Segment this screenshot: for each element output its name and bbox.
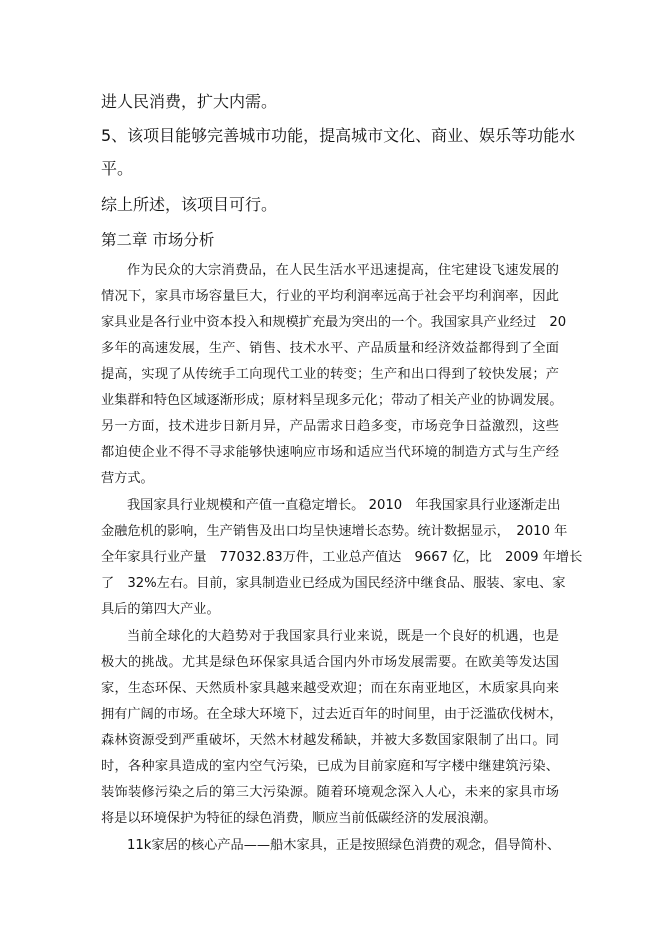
paragraph-line: 11k家居的核心产品——船木家具，正是按照绿色消费的观念，倡导简朴、	[127, 838, 561, 853]
paragraph-line: 全年家具行业产量 77032.83万件，工业总产值达 9667 亿，比 2009 年增长	[101, 550, 583, 565]
paragraph-line: 当前全球化的大趋势对于我国家具行业来说，既是一个良好的机遇，也是	[127, 629, 559, 644]
intro-line: 综上所述，该项目可行。	[101, 195, 278, 214]
paragraph-line: 作为民众的大宗消费品，在人民生活水平迅速提高，住宅建设飞速发展的	[127, 263, 559, 278]
paragraph-line: 拥有广阔的市场。在全球大环境下，过去近百年的时间里，由于泛滥砍伐树木，	[101, 707, 563, 722]
paragraph-line: 业集群和特色区域逐渐形成；原材料呈现多元化；带动了相关产业的协调发展。	[101, 393, 563, 408]
paragraph-line: 金融危机的影响，生产销售及出口均呈快速增长态势。统计数据显示， 2010 年	[101, 524, 568, 539]
paragraph-line: 营方式。	[101, 471, 154, 486]
intro-line: 5、该项目能够完善城市功能，提高城市文化、商业、娱乐等功能水	[101, 126, 576, 145]
paragraph-line: 另一方面，技术进步日新月异，产品需求日趋多变，市场竞争日益激烈，这些	[101, 419, 559, 434]
paragraph-line: 家，生态环保、天然质朴家具越来越受欢迎；而在东南亚地区，木质家具向来	[101, 681, 559, 696]
paragraph-line: 家具业是各行业中资本投入和规模扩充最为突出的一个。我国家具产业经过 20	[101, 315, 567, 330]
paragraph-line: 我国家具行业规模和产值一直稳定增长。 2010 年我国家具行业逐渐走出	[127, 498, 561, 513]
paragraph-line: 森林资源受到严重破坏，天然木材越发稀缺，并被大多数国家限制了出口。同	[101, 733, 559, 748]
paragraph-line: 时，各种家具造成的室内空气污染，已成为目前家庭和写字楼中继建筑污染、	[101, 759, 559, 774]
paragraph-line: 都迫使企业不得不寻求能够快速响应市场和适应当代环境的制造方式与生产经	[101, 445, 559, 460]
chapter-title: 第二章 市场分析	[101, 231, 215, 249]
paragraph-line: 极大的挑战。尤其是绿色环保家具适合国内外市场发展需要。在欧美等发达国	[101, 655, 559, 670]
paragraph-line: 将是以环境保护为特征的绿色消费，顺应当前低碳经济的发展浪潮。	[101, 811, 497, 826]
paragraph-line: 多年的高速发展，生产、销售、技术水平、产品质量和经济效益都得到了全面	[101, 341, 559, 356]
paragraph-line: 装饰装修污染之后的第三大污染源。随着环境观念深入人心，未来的家具市场	[101, 785, 559, 800]
intro-line: 进人民消费，扩大内需。	[101, 92, 278, 111]
paragraph-line: 了 32%左右。目前，家具制造业已经成为国民经济中继食品、服装、家电、家	[101, 576, 566, 591]
paragraph-line: 提高，实现了从传统手工向现代工业的转变；生产和出口得到了较快发展；产	[101, 367, 559, 382]
intro-line: 平。	[101, 159, 134, 178]
paragraph-line: 情况下，家具市场容量巨大，行业的平均利润率远高于社会平均利润率，因此	[101, 289, 559, 304]
paragraph-line: 具后的第四大产业。	[101, 602, 220, 617]
